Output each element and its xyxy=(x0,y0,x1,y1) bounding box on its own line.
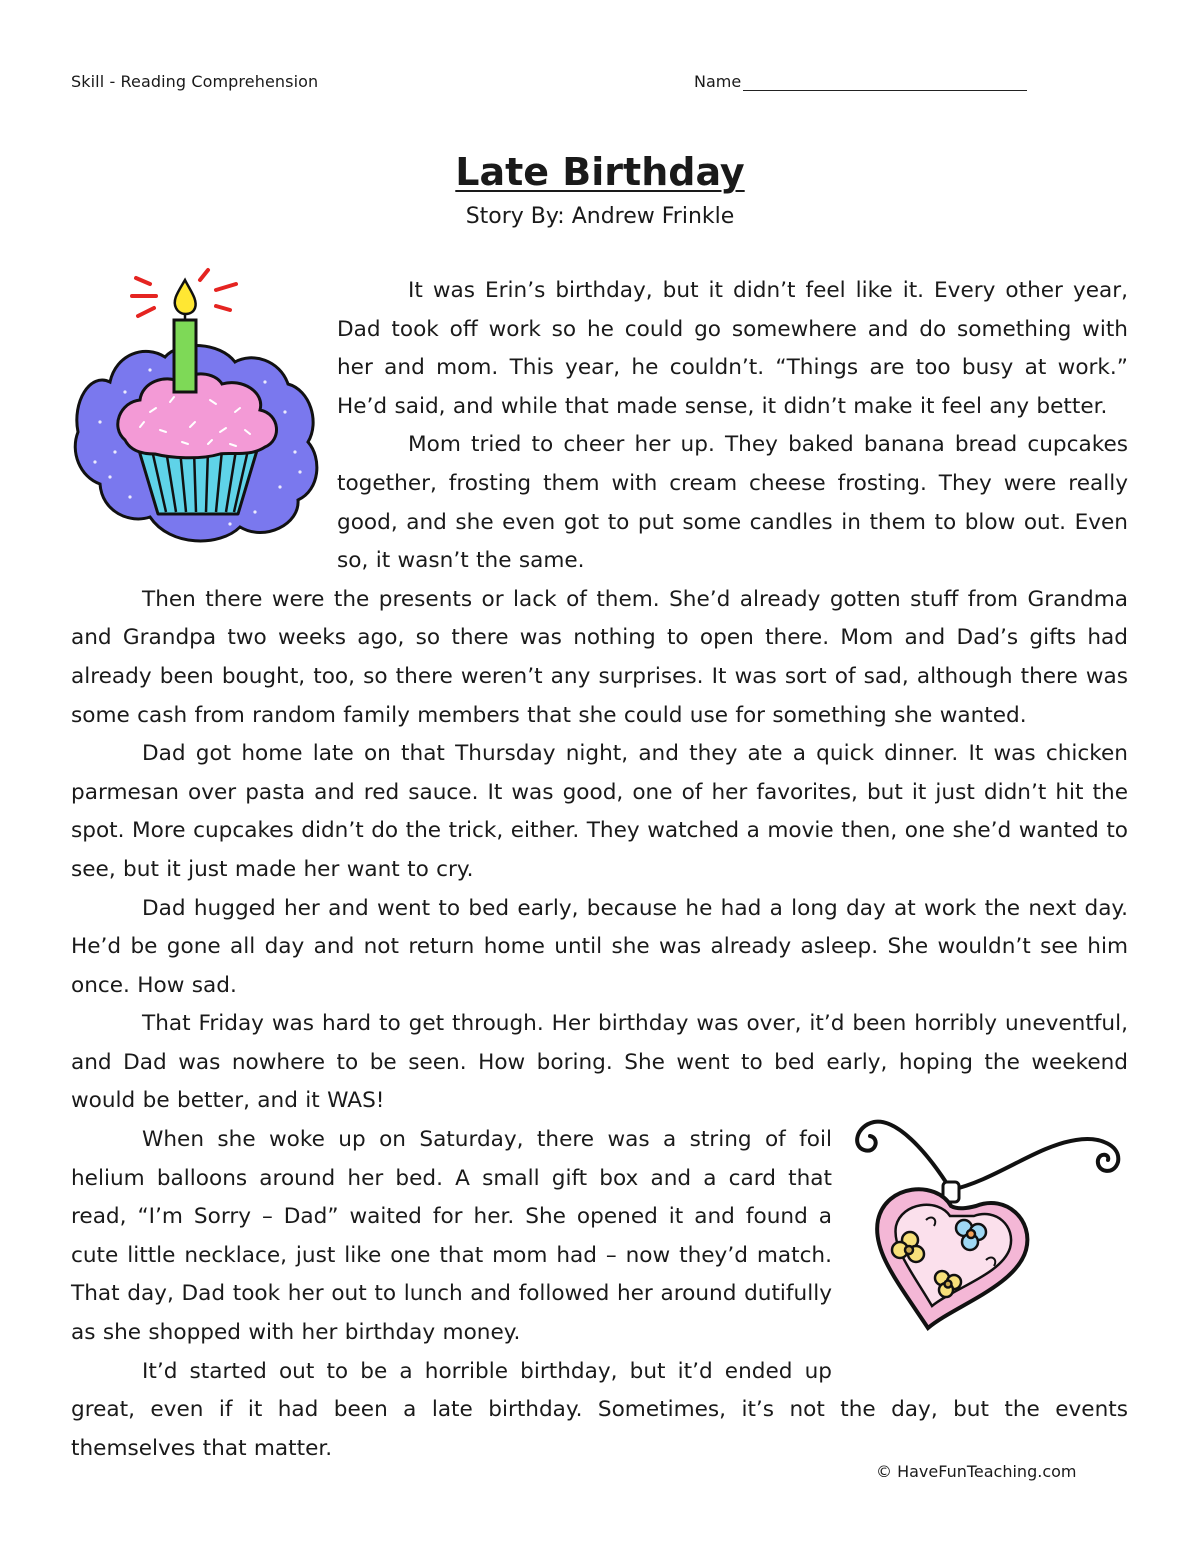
story-paragraph: Then there were the presents or lack of them. She’d already gotten stuff from Grandma and Grandpa two weeks ago, so there was nothing to open there. Mom and Dad’s gifts had already been bought, too, so there weren’t any surprises. It was sort of sad, although there was some cash from random family members that she could use for something she wanted. xyxy=(71,586,1128,728)
story-title: Late Birthday xyxy=(455,150,745,194)
story-paragraph: It’d started out to be a horrible birthday, but it’d ended up great, even if it had been a late birthday. Sometimes, it’s not the day, but the events themselves that matter. xyxy=(71,1358,1128,1461)
name-label: Name xyxy=(694,72,742,91)
story-paragraph: Dad hugged her and went to bed early, because he had a long day at work the next day. He’d be gone all day and not return home until she was already asleep. She wouldn’t see him once. How sad. xyxy=(71,895,1128,998)
story-paragraph: When she woke up on Saturday, there was a string of foil helium balloons around her bed. A small gift box and a card that read, “I’m Sorry – Dad” waited for her. She opened it and found a cute little necklace, just like one that mom had – now they’d match. That day, Dad took her out to lunch and followed her around dutifully as she shopped with her birthday money. xyxy=(71,1127,832,1346)
name-field[interactable] xyxy=(694,72,1027,91)
copyright-footer: © HaveFunTeaching.com xyxy=(876,1462,1077,1481)
name-blank-line[interactable] xyxy=(743,72,1027,91)
story-paragraph: Mom tried to cheer her up. They baked banana bread cupcakes together, frosting them with cream cheese frosting. They were really good, and she even got to put some candles in them to blow out. Even so, it wasn’t the same. xyxy=(337,432,1128,574)
story-body xyxy=(71,272,1128,1468)
story-paragraph: That Friday was hard to get through. Her birthday was over, it’d been horribly uneventful, and Dad was nowhere to be seen. How boring. She went to bed early, hoping the weekend would be better, and it WAS! xyxy=(71,1011,1128,1114)
story-paragraph: Dad got home late on that Thursday night, and they ate a quick dinner. It was chicken parmesan over pasta and red sauce. It was good, one of her favorites, but it just didn’t hit the spot. More cupcakes didn’t do the trick, either. They watched a movie then, one she’d wanted to see, but it just made her want to cry. xyxy=(71,741,1128,882)
cupcake-float-spacer xyxy=(71,272,337,578)
skill-label: Skill - Reading Comprehension xyxy=(71,72,319,91)
story-byline: Story By: Andrew Frinkle xyxy=(465,204,735,229)
story-paragraph: It was Erin’s birthday, but it didn’t feel like it. Every other year, Dad took off work so he could go somewhere and do something with her and mom. This year, he couldn’t. “Things are too busy at work.” He’d said, and while that made sense, it didn’t make it feel any better. xyxy=(337,278,1128,419)
necklace-float-spacer xyxy=(832,1123,1128,1355)
